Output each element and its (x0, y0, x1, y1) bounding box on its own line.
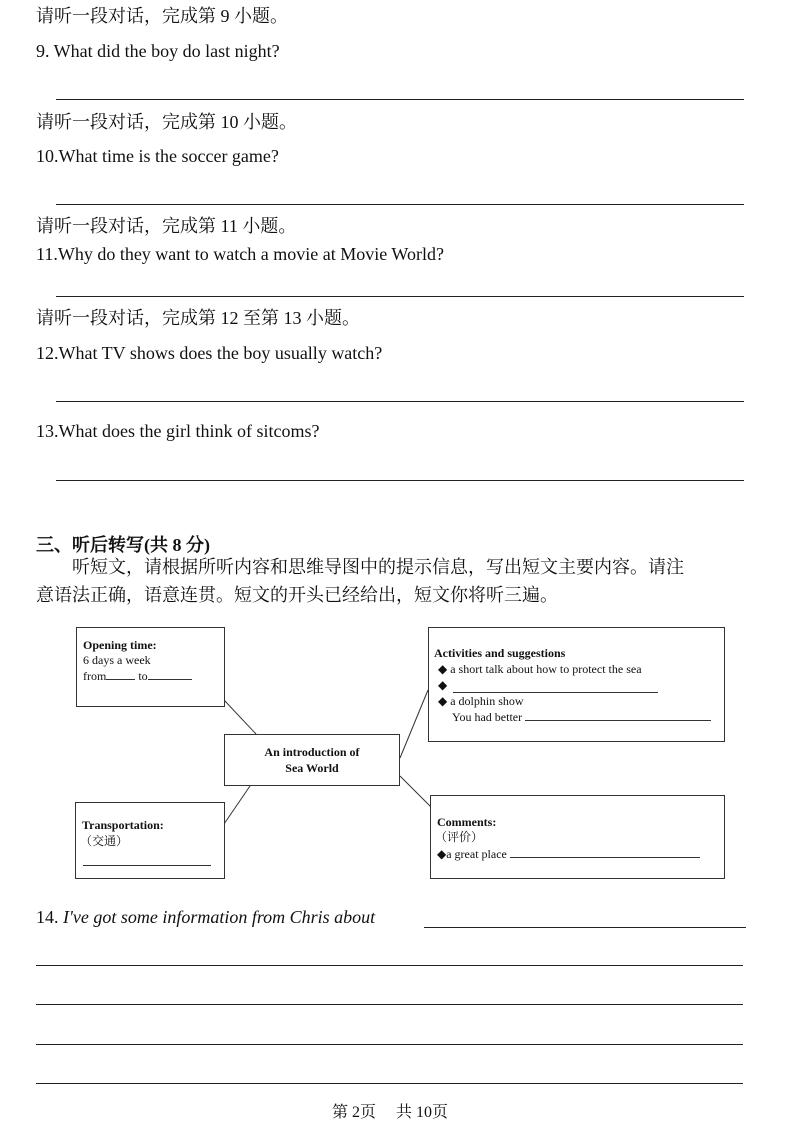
bullet-icon: ◆ (438, 662, 448, 676)
section-heading: 三、听后转写(共 8 分) (36, 535, 210, 555)
connector-opening (224, 700, 256, 734)
q14-blank[interactable] (424, 927, 746, 928)
activities-title: Activities and suggestions (434, 646, 566, 660)
comments-title: Comments: (437, 815, 497, 829)
question-10: 10.What time is the soccer game? (36, 146, 279, 166)
question-12: 12.What TV shows does the boy usually watch? (36, 343, 383, 363)
activity-text-3: a dolphin show (450, 694, 524, 708)
activity-item-1 (438, 661, 642, 677)
q14-number: 14. (36, 907, 59, 927)
opening-time-title: Opening time: (83, 638, 157, 652)
connector-comments (400, 776, 432, 808)
suggestion-line (452, 709, 711, 725)
to-label: to (138, 669, 148, 683)
comments-item-1 (437, 846, 700, 862)
center-line-2: Sea World (285, 761, 339, 775)
transportation-box (75, 802, 225, 879)
connector-transport (224, 786, 250, 824)
activity-blank-2[interactable] (453, 681, 658, 693)
instruction-q12: 请听一段对话，完成第 12 至第 13 小题。 (36, 308, 360, 328)
instruction-q11: 请听一段对话，完成第 11 小题。 (36, 216, 297, 236)
opening-days: 6 days a week (83, 653, 151, 667)
instructions-line-1: 听短文，请根据所听内容和思维导图中的提示信息，写出短文主要内容。请注 (72, 557, 684, 577)
center-line-1: An introduction of (264, 745, 360, 759)
from-label: from (83, 669, 107, 683)
suggestion-blank[interactable] (525, 709, 711, 721)
writing-line-3[interactable] (36, 1044, 743, 1045)
activity-item-3 (438, 693, 524, 709)
bullet-icon: ◆ (438, 678, 448, 692)
activity-text-1: a short talk about how to protect the sea (450, 662, 642, 676)
question-9: 9. What did the boy do last night? (36, 41, 280, 61)
transportation-subtitle: （交通） (80, 834, 129, 848)
to-blank[interactable] (148, 668, 192, 680)
suggestion-text: You had better (452, 710, 523, 724)
center-topic-box (224, 734, 400, 786)
q14-prompt: I've got some information from Chris about (63, 907, 376, 927)
page-footer (332, 1099, 448, 1122)
writing-line-4[interactable] (36, 1083, 743, 1084)
writing-line-1[interactable] (36, 965, 743, 966)
instructions-line-2: 意语法正确，语意连贯。短文的开头已经给出，短文你将听三遍。 (36, 585, 558, 605)
bullet-icon: ◆ (437, 847, 447, 861)
comments-subtitle: （评价） (435, 830, 484, 844)
from-blank[interactable] (106, 668, 135, 680)
bullet-icon: ◆ (438, 694, 448, 708)
instruction-q10: 请听一段对话，完成第 10 小题。 (36, 112, 297, 132)
opening-time-box (76, 627, 225, 707)
connector-activities (400, 690, 428, 758)
activities-box (428, 627, 725, 742)
transportation-title: Transportation: (82, 818, 164, 832)
activity-item-2 (438, 677, 660, 693)
question-11: 11.Why do they want to watch a movie at Movie World? (36, 244, 444, 264)
question-14 (36, 906, 375, 928)
opening-hours (83, 668, 192, 684)
comments-text: a great place (446, 847, 507, 861)
transportation-blank[interactable] (83, 854, 211, 866)
comments-box (430, 795, 725, 879)
instruction-q9: 请听一段对话，完成第 9 小题。 (36, 6, 288, 26)
writing-line-2[interactable] (36, 1004, 743, 1005)
page-number: 第 2页 (332, 1104, 377, 1121)
comments-blank[interactable] (510, 846, 700, 858)
question-13: 13.What does the girl think of sitcoms? (36, 421, 320, 441)
page-total: 共 10页 (396, 1104, 449, 1121)
